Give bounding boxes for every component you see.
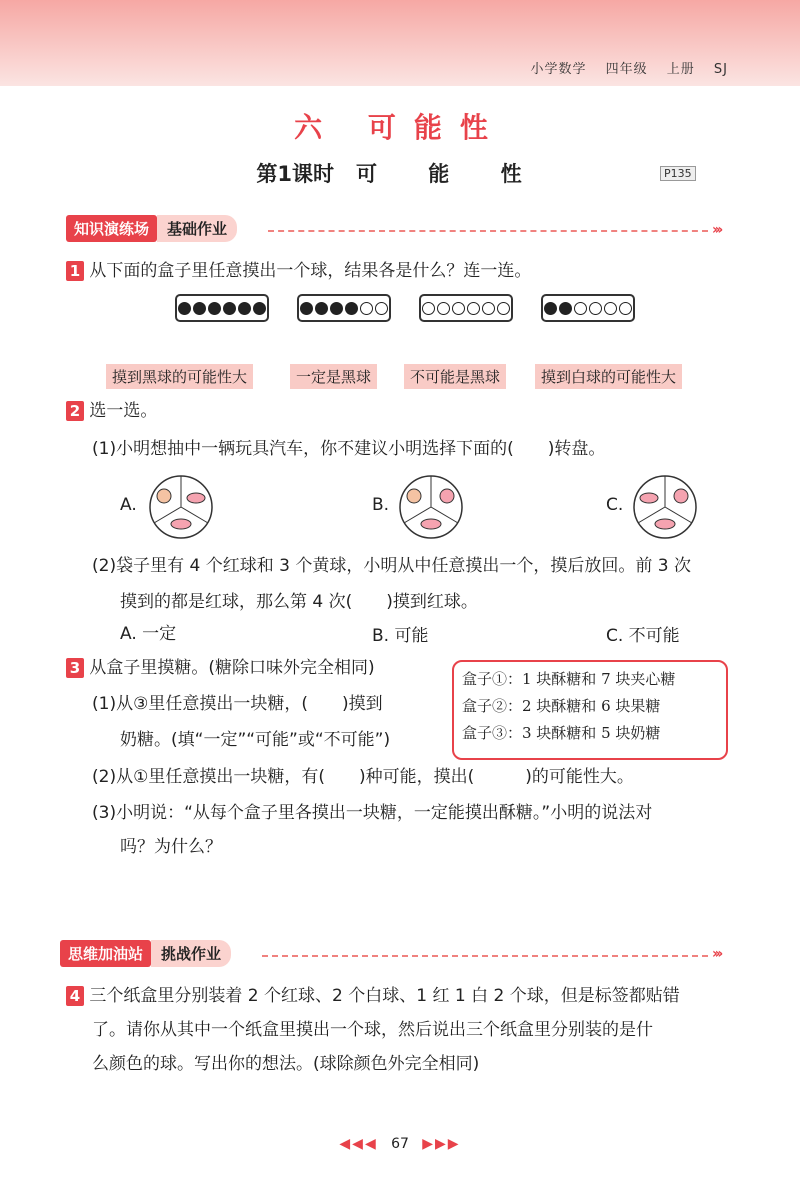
q4-line3: 么颜色的球。写出你的想法。(球除颜色外完全相同)	[92, 1054, 480, 1074]
black-ball	[559, 302, 572, 315]
white-ball	[604, 302, 617, 315]
black-ball	[315, 302, 328, 315]
candy-box-3: 盒子③：3 块酥糖和 5 块奶糖	[462, 724, 661, 742]
question-4	[66, 985, 680, 1007]
unit-title: 六 可能性	[294, 111, 506, 144]
lesson-number: 第1课时	[256, 162, 335, 186]
white-ball	[497, 302, 510, 315]
question-number: 4	[66, 986, 84, 1006]
q4-line2: 了。请你从其中一个纸盒里摸出一个球，然后说出三个纸盒里分别装的是什	[92, 1020, 653, 1040]
section-header-basic	[66, 215, 237, 241]
ball-box	[419, 294, 513, 322]
section-tag: 挑战作业	[151, 940, 231, 967]
divider	[268, 230, 708, 232]
white-ball	[482, 302, 495, 315]
left-arrows-icon: ◀◀◀	[339, 1136, 378, 1152]
black-ball	[253, 302, 266, 315]
ball-box	[297, 294, 391, 322]
question-2	[66, 400, 157, 422]
spinner-a[interactable]	[148, 474, 214, 540]
black-ball	[208, 302, 221, 315]
divider	[262, 955, 708, 957]
question-text: 三个纸盒里分别装着 2 个红球、2 个白球、1 红 1 白 2 个球，但是标签都贴错	[89, 986, 680, 1006]
spinner-b[interactable]	[398, 474, 464, 540]
q2-part2-line1: (2)袋子里有 4 个红球和 3 个黄球，小明从中任意摸出一个，摸后放回。前 3 次	[92, 556, 691, 576]
spinner-label: B.	[372, 495, 390, 515]
page-footer	[0, 1136, 800, 1152]
white-ball	[375, 302, 388, 315]
candy-box-info	[452, 660, 728, 760]
section-tag: 基础作业	[157, 215, 237, 242]
white-ball	[437, 302, 450, 315]
white-ball	[589, 302, 602, 315]
q3-part3-line1: (3)小明说：“从每个盒子里各摸出一块糖，一定能摸出酥糖。”小明的说法对	[92, 803, 653, 823]
chevron-icon: ›››	[712, 222, 721, 238]
ball-box	[175, 294, 269, 322]
question-text: 从下面的盒子里任意摸出一个球，结果各是什么？连一连。	[89, 261, 532, 281]
white-ball	[422, 302, 435, 315]
question-3	[66, 657, 375, 679]
edition-label: SJ	[713, 62, 728, 77]
black-ball	[330, 302, 343, 315]
spinner-c[interactable]	[632, 474, 698, 540]
ball-box	[541, 294, 635, 322]
black-ball	[345, 302, 358, 315]
q3-part3-line2: 吗？为什么？	[120, 837, 222, 857]
q2-part1: (1)小明想抽中一辆玩具汽车，你不建议小明选择下面的( )转盘。	[92, 439, 606, 459]
question-text: 从盒子里摸糖。(糖除口味外完全相同)	[89, 658, 375, 678]
spinner-label: C.	[606, 495, 624, 515]
candy-box-2: 盒子②：2 块酥糖和 6 块果糖	[462, 697, 661, 715]
section-header-challenge	[60, 940, 231, 966]
black-ball	[238, 302, 251, 315]
candy-box-1: 盒子①：1 块酥糖和 7 块夹心糖	[462, 670, 676, 688]
black-ball	[223, 302, 236, 315]
black-ball	[300, 302, 313, 315]
option-tag[interactable]: 不可能是黑球	[404, 364, 506, 389]
section-label: 思维加油站	[60, 940, 151, 967]
choice-c[interactable]: C. 不可能	[606, 626, 680, 646]
q3-part1-line1: (1)从③里任意摸出一块糖，( )摸到	[92, 694, 383, 714]
lesson-name: 可 能 性	[355, 162, 544, 186]
black-ball	[178, 302, 191, 315]
section-label: 知识演练场	[66, 215, 157, 242]
chevron-icon: ›››	[712, 946, 721, 962]
question-number: 3	[66, 658, 84, 678]
volume-label: 上册	[666, 62, 695, 77]
question-text: 选一选。	[89, 401, 158, 421]
page-number: 67	[391, 1136, 409, 1152]
q2-part2-line2: 摸到的都是红球，那么第 4 次( )摸到红球。	[120, 592, 478, 612]
choice-a[interactable]: A. 一定	[120, 624, 177, 644]
answer-page-ref: P135	[660, 166, 696, 181]
spinner-label: A.	[120, 495, 137, 515]
right-arrows-icon: ▶▶▶	[422, 1136, 461, 1152]
option-tag[interactable]: 摸到黑球的可能性大	[106, 364, 253, 389]
black-ball	[544, 302, 557, 315]
q3-part2: (2)从①里任意摸出一块糖，有( )种可能，摸出( )的可能性大。	[92, 767, 634, 787]
white-ball	[619, 302, 632, 315]
option-tag[interactable]: 一定是黑球	[290, 364, 377, 389]
book-info	[516, 58, 728, 77]
white-ball	[452, 302, 465, 315]
white-ball	[467, 302, 480, 315]
subject-label: 小学数学	[530, 62, 587, 77]
question-number: 2	[66, 401, 84, 421]
grade-label: 四年级	[605, 62, 648, 77]
question-number: 1	[66, 261, 84, 281]
black-ball	[193, 302, 206, 315]
question-1	[66, 260, 531, 282]
white-ball	[574, 302, 587, 315]
q3-part1-line2: 奶糖。(填“一定”“可能”或“不可能”)	[120, 730, 391, 750]
choice-b[interactable]: B. 可能	[372, 626, 429, 646]
option-tag[interactable]: 摸到白球的可能性大	[535, 364, 682, 389]
white-ball	[360, 302, 373, 315]
